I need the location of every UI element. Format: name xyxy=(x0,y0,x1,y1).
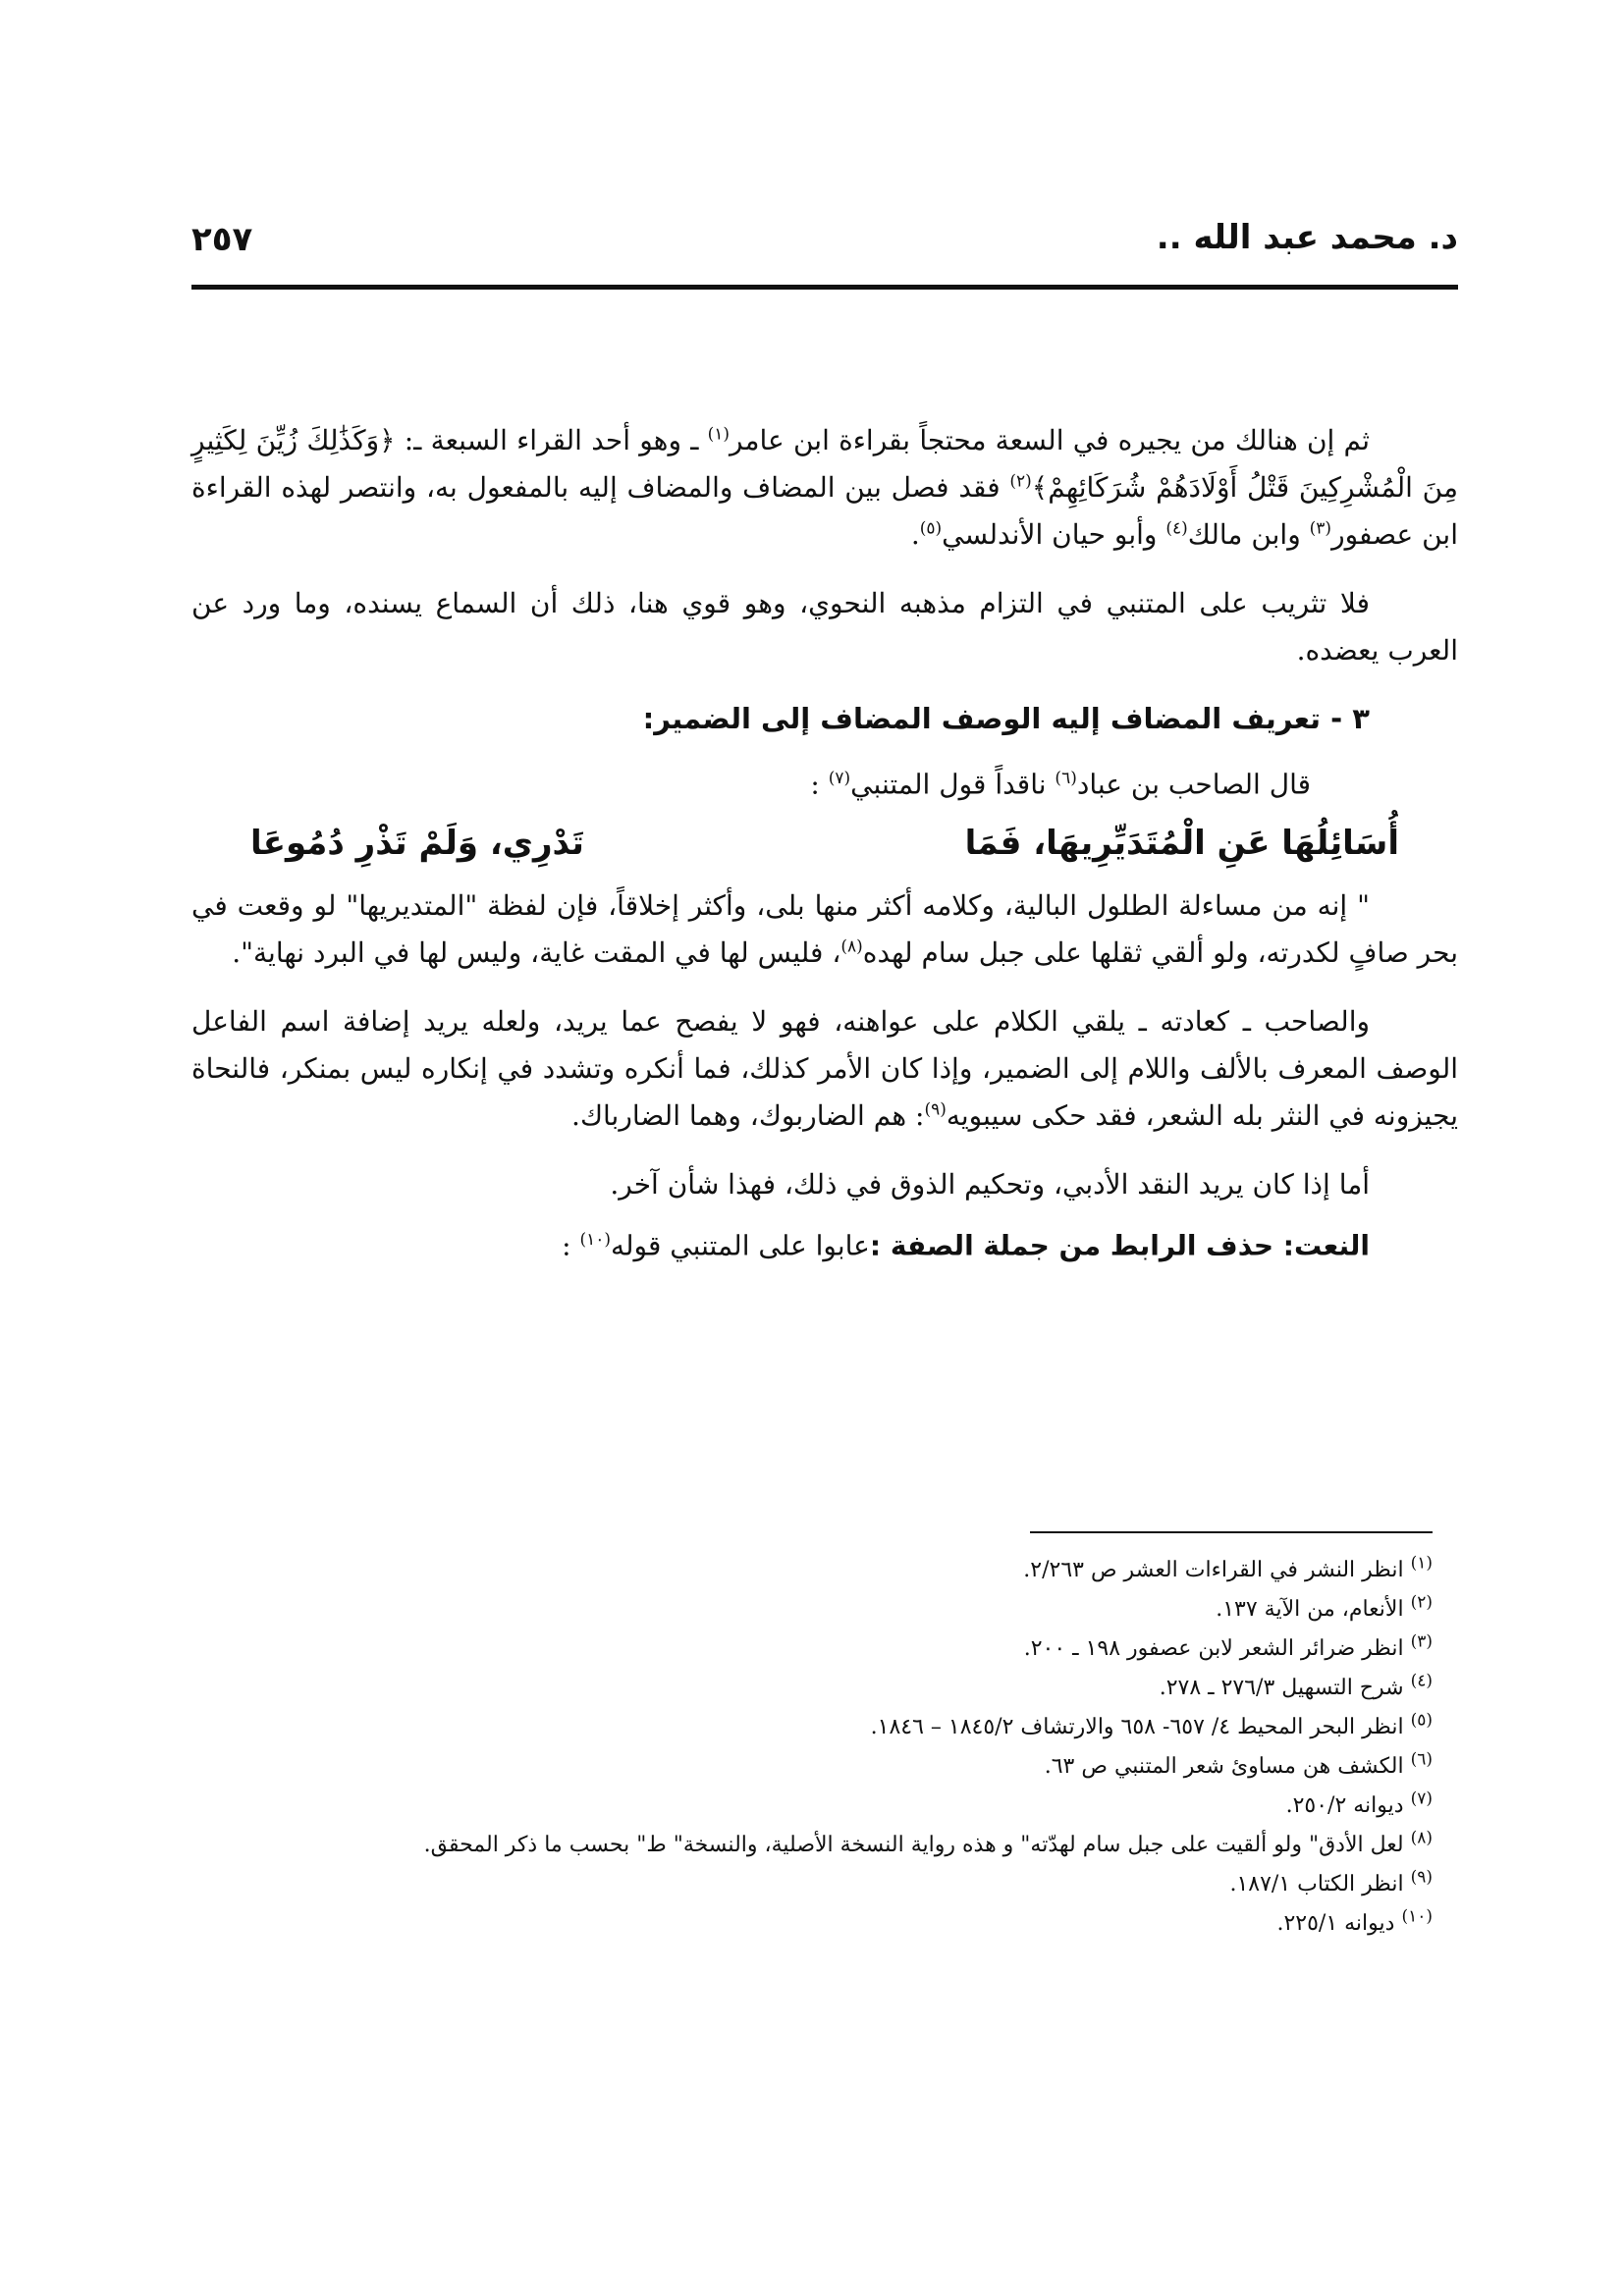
footnote-text: ديوانه ٢٢٥/١. xyxy=(1276,1911,1395,1936)
subsection-heading: النعت: حذف الرابط من جملة الصفة : xyxy=(869,1229,1370,1262)
footnote-text: شرح التسهيل ٢٧٦/٣ ـ ٢٧٨. xyxy=(1159,1676,1404,1700)
footnote-ref: (٢) xyxy=(1009,471,1032,492)
footnote xyxy=(166,1708,1433,1747)
footnote xyxy=(166,1826,1433,1865)
footnote-number: (٦) xyxy=(1410,1749,1433,1770)
text-run: ثم إن هنالك من يجيره في السعة محتجاً بقراءة ابن عامر xyxy=(730,424,1370,456)
footnote-separator xyxy=(1030,1531,1433,1533)
footnote xyxy=(166,1865,1433,1904)
footnotes xyxy=(166,1551,1433,1944)
section-heading: ٣ - تعريف المضاف إليه الوصف المضاف إلى الضمير: xyxy=(642,702,1370,735)
paragraph-1 xyxy=(191,417,1458,559)
text-run: والصاحب ـ كعادته ـ يلقي الكلام على عواهنه، فهو لا يفصح عما يريد، ولعله يريد إضافة اسم الفاعل الوصف المعرف بالألف واللام إلى الضمير، وإذا كان الأمر كذلك، فما أنكره وتشدد في إنكاره ليس بمنكر، فالنحاة يجيزونه في النثر بله الشعر، فقد حكى سيبويه xyxy=(191,1005,1458,1133)
footnote-number: (٣) xyxy=(1410,1631,1433,1652)
footnote-ref: (٨) xyxy=(840,937,863,957)
main-text xyxy=(191,417,1458,1270)
footnote-ref: (١٠) xyxy=(579,1230,612,1251)
footnote-text: انظر البحر المحيط ٤/ ٦٥٧- ٦٥٨ والارتشاف ١٨٤٥/٢ – ١٨٤٦. xyxy=(870,1715,1404,1739)
subsection-na-at xyxy=(191,1216,1458,1269)
footnote-text: انظر الكتاب ١٨٧/١. xyxy=(1229,1872,1404,1896)
quote-paragraph xyxy=(191,882,1458,977)
poetry-verse xyxy=(191,816,1458,871)
footnote xyxy=(166,1551,1433,1590)
footnote-ref: (٩) xyxy=(924,1100,947,1120)
text-run: : هم الضاربوك، وهما الضارباك. xyxy=(571,1099,925,1133)
footnote-number: (٤) xyxy=(1410,1671,1433,1691)
footnote-ref: (١) xyxy=(707,424,731,445)
footnote xyxy=(166,1669,1433,1708)
paragraph-4: أما إذا كان يريد النقد الأدبي، وتحكيم الذوق في ذلك، فهذا شأن آخر. xyxy=(610,1168,1370,1201)
footnote-number: (٩) xyxy=(1410,1867,1433,1888)
paragraph-2: فلا تثريب على المتنبي في التزام مذهبه النحوي، وهو قوي هنا، ذلك أن السماع يسنده، وما ورد عن العرب يعضده. xyxy=(191,587,1458,667)
text-run: عابوا على المتنبي قوله xyxy=(611,1229,870,1262)
text-run: قال الصاحب بن عباد xyxy=(1076,768,1311,801)
text-run: وابن مالك xyxy=(1187,518,1310,551)
text-run: ، فليس لها في المقت غاية، وليس لها في البرد نهاية". xyxy=(232,936,841,970)
paragraph-3 xyxy=(191,998,1458,1140)
footnote-number: (٨) xyxy=(1410,1828,1433,1848)
footnote-text: انظر النشر في القراءات العشر ص ٢/٢٦٣. xyxy=(1023,1558,1404,1582)
footnote-text: انظر ضرائر الشعر لابن عصفور ١٩٨ ـ ٢٠٠. xyxy=(1023,1636,1404,1661)
verse-intro xyxy=(191,755,1458,808)
footnote-ref: (٥) xyxy=(919,518,943,539)
text-run: . xyxy=(910,518,920,551)
footnote xyxy=(166,1629,1433,1669)
footnote-number: (١٠) xyxy=(1401,1906,1433,1927)
text-run: " إنه من مساءلة الطلول البالية، وكلامه أكثر منها بلى، وأكثر إخلاقاً، فإن لفظة "المتديريها" لو وقعت في بحر صافٍ لكدرته، ولو ألقي ثقلها على جبل سام لهده xyxy=(191,889,1458,970)
footnote-ref: (٤) xyxy=(1165,518,1188,539)
page-number: ٢٥٧ xyxy=(191,220,253,259)
verse-hemistich-1: أُسَائِلُهَا عَنِ الْمُتَدَيِّرِيهَا، فَمَا xyxy=(964,824,1399,864)
footnote-number: (٥) xyxy=(1410,1710,1433,1731)
footnote xyxy=(166,1904,1433,1944)
text-run: وأبو حيان الأندلسي xyxy=(942,518,1166,551)
footnote xyxy=(166,1747,1433,1787)
text-run: : xyxy=(810,768,829,801)
page-header xyxy=(191,206,1458,290)
text-run: فقد فصل بين المضاف والمضاف إليه بالمفعول به، وانتصر لهذه القراءة ابن عصفور xyxy=(191,471,1458,551)
footnote-text: لعل الأدق" ولو ألقيت على جبل سام لهدّته" و هذه رواية النسخة الأصلية، والنسخة" ط" بحسب ما ذكر المحقق. xyxy=(423,1833,1404,1857)
text-run: ناقداً قول المتنبي xyxy=(850,768,1056,801)
footnote-text: الأنعام، من الآية ١٣٧. xyxy=(1216,1597,1404,1622)
footnote xyxy=(166,1787,1433,1826)
verse-hemistich-2: تَدْرِي، وَلَمْ تَذْرِ دُمُوعَا xyxy=(250,824,584,864)
footnote-text: الكشف هن مساوئ شعر المتنبي ص ٦٣. xyxy=(1044,1754,1404,1779)
footnote-number: (٢) xyxy=(1410,1592,1433,1613)
header-author: د. محمد عبد الله .. xyxy=(1156,218,1458,257)
footnote-number: (١) xyxy=(1410,1553,1433,1574)
footnote-ref: (٧) xyxy=(828,769,851,788)
footnote-ref: (٦) xyxy=(1055,769,1077,788)
footnote-number: (٧) xyxy=(1410,1789,1433,1809)
footnote-text: ديوانه ٢٥٠/٢. xyxy=(1285,1793,1404,1818)
footnote-ref: (٣) xyxy=(1309,518,1332,539)
quran-quote: ـ وهو أحد القراء السبعة ـ: ﴿وَكَذَٰلِكَ زُيِّنَ لِكَثِيرٍ مِنَ الْمُشْرِكِينَ قَتْلُ أَوْلَادَهُمْ شُرَكَائِهِمْ﴾ xyxy=(191,424,1458,504)
footnote xyxy=(166,1590,1433,1629)
text-run: : xyxy=(562,1229,580,1262)
